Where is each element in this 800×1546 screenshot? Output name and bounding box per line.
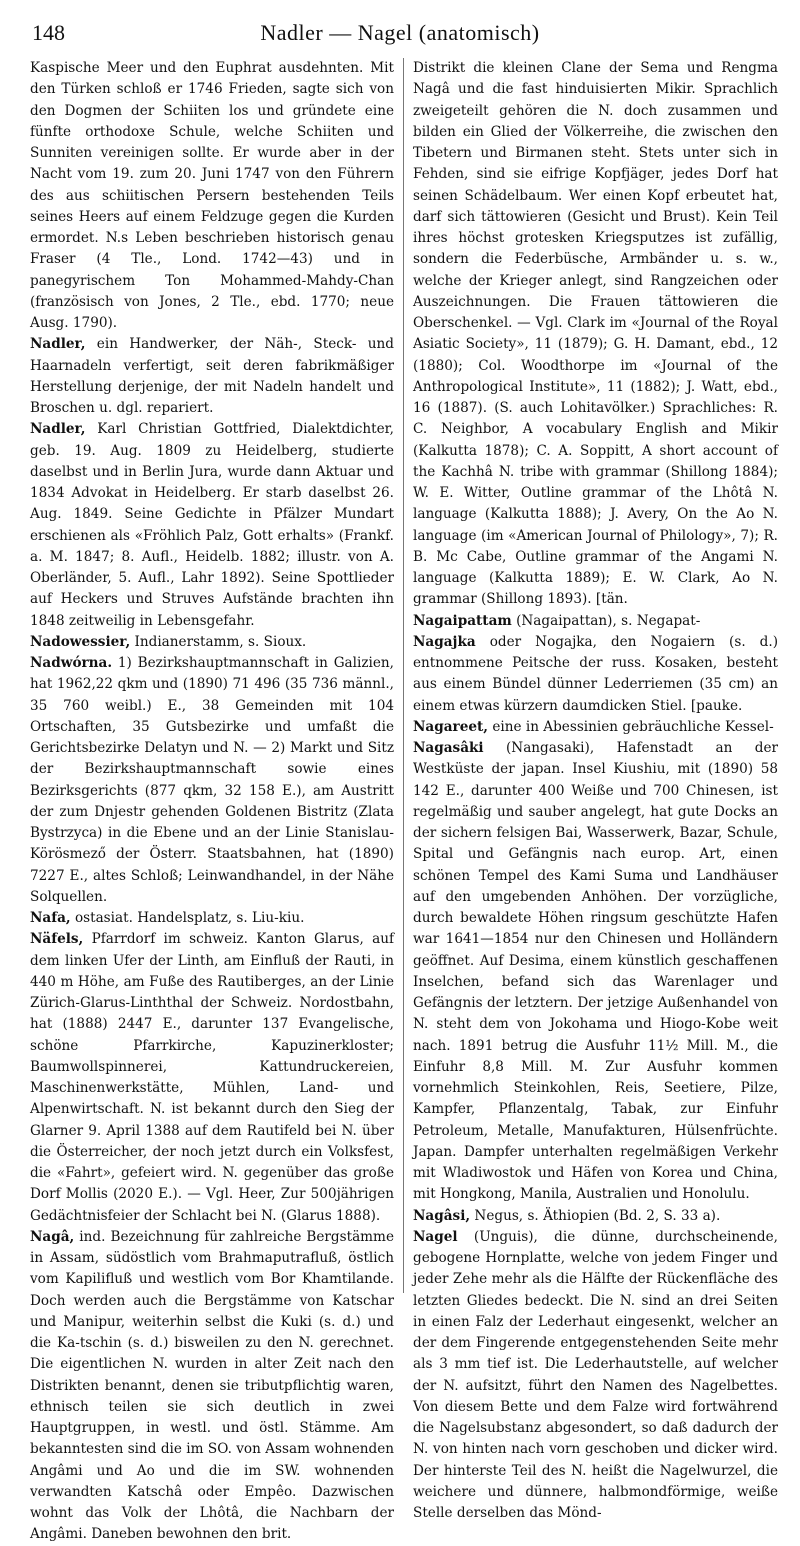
headword: Nagareet,: [413, 718, 489, 735]
entry-nadworna: [30, 653, 394, 908]
headword: Nadler,: [30, 421, 86, 438]
headword: Nagaipattam: [413, 612, 512, 629]
entry-nagajka: [413, 632, 778, 717]
entry-text: ostasiat. Handelsplatz, s. Liu-kiu.: [70, 910, 305, 926]
entry-text: (Nangasaki), Hafenstadt an der Westküste der japan. Insel Kiushiu, mit (1890) 58 142 E., darunter 400 Weiße und 700 Chinesen, ist regelmäßig und sauber angelegt, hat gute Docks an der sichern felsigen Bai, Wasserwerk, Bazar, Schule, Spital und Gefängnis nach europ. Art, einen schönen Tempel des Kami Suma und Landhäuser auf den umgebenden Anhöhen. Der vorzügliche, durch bewaldete Höhen ringsum geschützte Hafen war 1641—1854 nur den Chinesen und Holländern geöffnet. Auf Desima, einem künstlich geschaffenen Inselchen, befand sich das Warenlager und Gefängnis der letztern. Der jetzige Außenhandel von N. steht dem von Jokohama und Hiogo-Kobe weit nach. 1891 betrug die Ausfuhr 11½ Mill. M., die Einfuhr 8,8 Mill. M. Zur Ausfuhr kommen vornehmlich Steinkohlen, Reis, Seetiere, Pilze, Kampfer, Pflanzentalg, Tabak, zur Einfuhr Petroleum, Metalle, Manufakturen, Hülsenfrüchte. Japan. Dampfer unterhalten regelmäßigen Verkehr mit Wladiwostok und Häfen von Korea und China, mit Hongkong, Manila, Australien und Honolulu.: [413, 740, 778, 1203]
entry-text: Pfarrdorf im schweiz. Kanton Glarus, auf dem linken Ufer der Linth, am Einfluß der Rauti, in 440 m Höhe, am Fuße des Rautiberges, an der Linie Zürich-Glarus-Linththal der Schweiz. Nordostbahn, hat (1888) 2447 E., darunter 137 Evangelische, schöne Pfarrkirche, Kapuzinerkloster; Baumwollspinnerei, Kattundruckereien, Maschinenwerkstätte, Mühlen, Land- und Alpenwirtschaft. N. ist bekannt durch den Sieg der Glarner 9. April 1388 auf dem Rautifeld bei N. über die Österreicher, der noch jetzt durch ein Volksfest, die «Fahrt», gefeiert wird. N. gegenüber das große Dorf Mollis (2020 E.). — Vgl. Heer, Zur 500jährigen Gedächtnisfeier der Schlacht bei N. (Glarus 1888).: [30, 931, 394, 1224]
entry-continuation: [30, 58, 394, 334]
headword: Nadowessier,: [30, 633, 131, 650]
entry-text: ind. Bezeichnung für zahlreiche Bergstämme in Assam, südöstlich vom Brahmaputrafluß, östlich vom Kapilifluß und westlich vom Bor Khamtilande. Doch werden auch die Bergstämme von Katschar und Manipur, weiterhin selbst die Kuki (s. d.) und die Ka-tschin (s. d.) bisweilen zu den N. gerechnet. Die eigentlichen N. wurden in alter Zeit nach den Distrikten benannt, denen sie tributpflichtig waren, ethnisch teilen sie sich deutlich in zwei Hauptgruppen, in westl. und östl. Stämme. Am bekanntesten sind die im SO. von Assam wohnenden Angâmi und Ao und die im SW. wohnenden verwandten Katschâ oder Empêo. Dazwischen wohnt das Volk der Lhôtâ, die Nachbarn der Angâmi. Daneben bewohnen den brit.: [30, 1228, 394, 1543]
entry-nagel: [413, 1227, 778, 1525]
entry-text: Indianerstamm, s. Sioux.: [130, 633, 307, 650]
entry-text: Karl Christian Gottfried, Dialektdichter, geb. 19. Aug. 1809 zu Heidelberg, studierte daselbst und in Berlin Jura, wurde dann Aktuar und 1834 Advokat in Heidelberg. Er starb daselbst 26. Aug. 1849. Seine Gedichte in Pfälzer Mundart erschienen als «Fröhlich Palz, Gott erhalts» (Frankf. a. M. 1847; 8. Aufl., Heidelb. 1882; illustr. von A. Oberländer, 5. Aufl., Lahr 1892). Seine Spottlieder auf Heckers und Struves Aufstände brachten ihn 1848 zeitweilig in Lebensgefahr.: [30, 421, 394, 629]
entry-nagasi: [413, 1206, 778, 1227]
entry-continuation: [413, 58, 778, 611]
entry-text: (Unguis), die dünne, durchscheinende, gebogene Hornplatte, welche von jedem Finger und jeder Zehe mehr als die Hälfte der Rückenfläche des letzten Gliedes bedeckt. Die N. sind an drei Seiten in einen Falz der Lederhaut eingesenkt, welcher an der dem Fingerende entgegenstehenden Seite mehr als 3 mm tief ist. Die Lederhautstelle, auf welcher der N. aufsitzt, führt den Namen des Nagelbettes. Von diesem Bette und dem Falze wird fortwährend die Nagelsubstanz abgesondert, so daß dadurch der N. von hinten nach vorn geschoben und dicker wird. Der hinterste Teil des N. heißt die Nagelwurzel, die weichere und dünnere, halbmondförmige, weiße Stelle derselben das Mönd-: [413, 1228, 778, 1521]
headword: Nagâsi,: [413, 1207, 471, 1224]
entry-text: oder Nogajka, den Nogaiern (s. d.) entnommene Peitsche der russ. Kosaken, besteht aus einem Bündel dünner Lederriemen (35 cm) an einem etwas kürzern daumdicken Stiel. [pauke.: [413, 633, 778, 714]
entry-nadler-handwerker: [30, 334, 394, 419]
entry-nadler-karl: [30, 419, 394, 632]
page-header: [24, 14, 776, 54]
entry-nadowessier: [30, 632, 394, 653]
entry-nagasaki: [413, 738, 778, 1206]
entry-nafa: [30, 908, 394, 929]
headword: Nadler,: [30, 336, 86, 353]
headword: Nagâ,: [30, 1228, 75, 1245]
entry-nagaipattam: [413, 611, 778, 632]
headword: Nagel: [413, 1228, 458, 1245]
headword: Nagasâki: [413, 740, 484, 756]
headword: Nafa,: [30, 910, 71, 926]
entry-text: Kaspische Meer und den Euphrat ausdehnten. Mit den Türken schloß er 1746 Frieden, sagte sich von den Dogmen der Schiiten los und gründete eine fünfte orthodoxe Schule, welche Schiiten und Sunniten vereinigen sollte. Er wurde aber in der Nacht vom 19. zum 20. Juni 1747 von den Führern des aus schiitischen Persern bestehenden Teils seines Heers auf einem Feldzuge gegen die Kurden ermordet. N.s Leben beschrieben historisch genau Fraser (4 Tle., Lond. 1742—43) und in panegyrischem Ton Mohammed-Mahdy-Chan (französisch von Jones, 2 Tle., ebd. 1770; neue Ausg. 1790).: [30, 60, 394, 331]
entry-text: ein Handwerker, der Näh-, Steck- und Haarnadeln verfertigt, seit deren fabrikmäßiger Herstellung derjenige, der mit Nadeln handelt und Broschen u. dgl. repariert.: [30, 336, 394, 416]
headword: Nadwórna.: [30, 655, 113, 671]
running-head: Nadler — Nagel (anatomisch): [260, 20, 540, 45]
entry-text: 1) Bezirkshauptmannschaft in Galizien, hat 1962,22 qkm und (1890) 71 496 (35 736 männl., 35 760 weibl.) E., 38 Gemeinden mit 104 Ortschaften, 35 Gutsbezirke und umfaßt die Gerichtsbezirke Delatyn und N. — 2) Markt und Sitz der Bezirkshauptmannschaft sowie eines Bezirksgerichts (877 qkm, 32 158 E.), am Austritt der zum Dnjestr gehenden Goldenen Bistritz (Zlata Bystrzyca) in die Ebene und an der Linie Stanislau-Körösmező der Österr. Staatsbahnen, hat (1890) 7227 E., altes Schloß; Leinwandhandel, in der Nähe Solquellen.: [30, 655, 394, 905]
headword: Näfels,: [30, 931, 84, 948]
entry-naga: [30, 1227, 394, 1546]
column-divider: [403, 58, 404, 1293]
entry-nagareet: [413, 717, 778, 738]
entry-text: Negus, s. Äthiopien (Bd. 2, S. 33 a).: [470, 1207, 721, 1224]
entry-naefels: [30, 929, 394, 1227]
left-column: [30, 58, 394, 1546]
headword: Nagajka: [413, 633, 476, 650]
right-column: [413, 58, 778, 1524]
page-number: 148: [32, 20, 65, 45]
entry-text: Distrikt die kleinen Clane der Sema und Rengma Nagâ und die fast hinduisierten Mikir. Sprachlich zweigeteilt gehören die N. doch zusammen und bilden ein Glied der Völkerreihe, die zwischen den Tibetern und Birmanen steht. Stets unter sich in Fehden, sind sie eifrige Kopfjäger, jedes Dorf hat seinen Schädelbaum. Wer einen Kopf erbeutet hat, darf sich tättowieren (Gesicht und Brust). Kein Teil ihres höchst grotesken Kriegsputzes ist zufällig, sondern die Federbüsche, Armbänder u. s. w., welche der Krieger anlegt, sind Rangzeichen oder Auszeichnungen. Die Frauen tättowieren die Oberschenkel. — Vgl. Clark im «Journal of the Royal Asiatic Society», 11 (1879); G. H. Damant, ebd., 12 (1880); Col. Woodthorpe im «Journal of the Anthropological Institute», 11 (1882); J. Watt, ebd., 16 (1887). (S. auch Lohitavölker.) Sprachliches: R. C. Neighbor, A vocabulary English and Mikir (Kalkutta 1878); C. A. Soppitt, A short account of the Kachhâ N. tribe with grammar (Shillong 1884); W. E. Witter, Outline grammar of the Lhôtâ N. language (Kalkutta 1888); J. Avery, On the Ao N. language (im «American Journal of Philology», 7); R. B. Mc Cabe, Outline grammar of the Angami N. language (Kalkutta 1889); E. W. Clark, Ao N. grammar (Shillong 1893). [tän.: [413, 60, 778, 608]
entry-text: (Nagaipattan), s. Negapat-: [511, 612, 701, 629]
entry-text: eine in Abessinien gebräuchliche Kessel-: [488, 718, 774, 735]
